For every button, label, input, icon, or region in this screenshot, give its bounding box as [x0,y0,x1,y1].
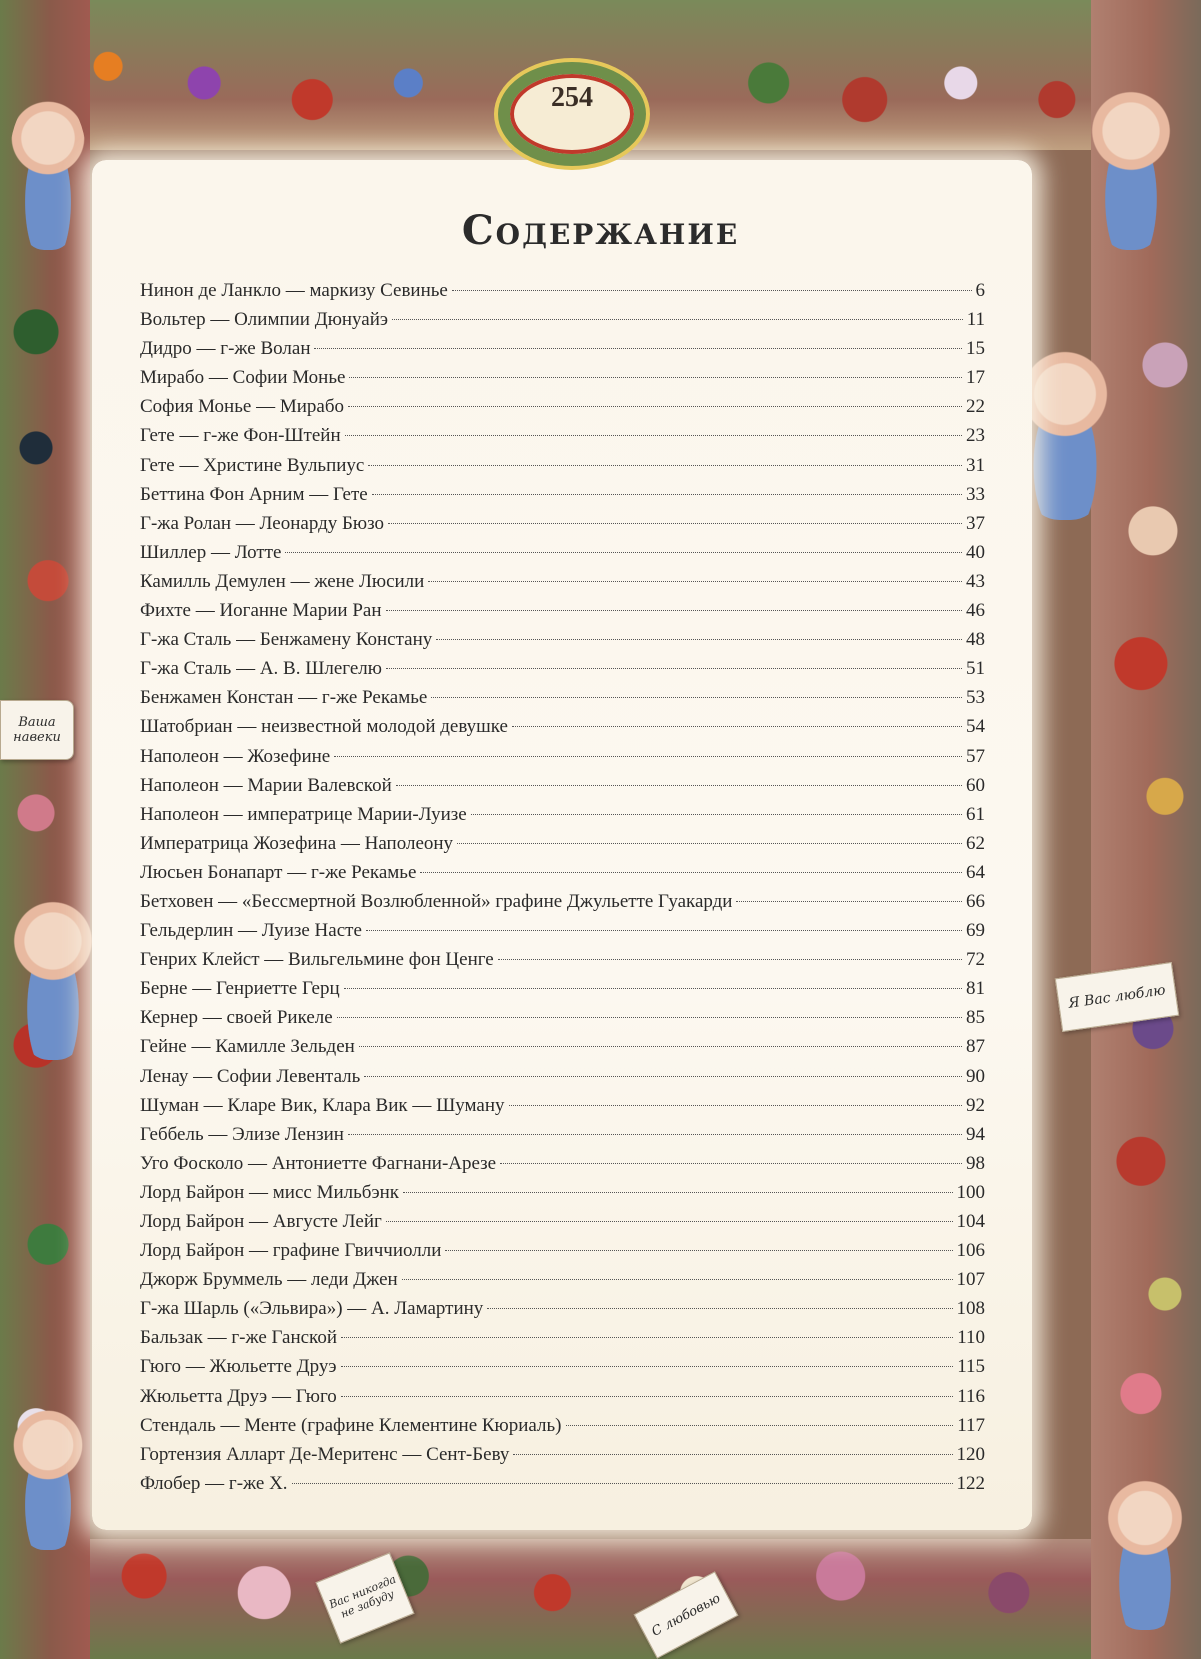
toc-dot-leader [396,785,962,786]
cherub-bottom-left [8,1400,88,1550]
toc-entry [140,480,985,509]
toc-entry [140,1207,985,1236]
toc-dot-leader [392,319,963,320]
page-number: 254 [551,82,593,113]
toc-entry-title: Вольтер — Олимпии Дюнуайэ [140,309,389,331]
toc-entry [140,1265,985,1294]
toc-entry [140,305,985,334]
toc-entry-page: 31 [966,454,985,476]
toc-entry-page: 106 [956,1240,985,1262]
toc-entry [140,945,985,974]
toc-dot-leader [386,668,962,669]
toc-dot-leader [359,1046,962,1047]
toc-dot-leader [314,348,962,349]
toc-entry-page: 64 [966,861,985,883]
toc-dot-leader [487,1308,952,1309]
toc-entry-title: Гельдерлин — Луизе Насте [140,920,362,942]
toc-dot-leader [403,1192,953,1193]
toc-entry-page: 23 [966,425,985,447]
toc-entry [140,596,985,625]
toc-entry-page: 15 [966,338,985,360]
toc-dot-leader [344,988,962,989]
toc-dot-leader [334,756,962,757]
toc-entry-page: 51 [966,658,985,680]
toc-dot-leader [292,1483,953,1484]
decoration-tag-bottom-b: С любовью [634,1571,739,1658]
toc-entry [140,509,985,538]
cherub-bottom-right [1100,1470,1190,1630]
toc-dot-leader [285,552,962,553]
toc-entry-title: Лорд Байрон — Августе Лейг [140,1211,382,1232]
toc-entry-title: Лорд Байрон — графине Гвиччиолли [140,1240,442,1262]
toc-entry [140,974,985,1003]
toc-dot-leader [386,610,963,611]
toc-entry-page: 115 [957,1356,985,1378]
toc-entry [140,683,985,712]
decoration-tag-bottom-a: Вас никогда не забуду [316,1552,415,1643]
toc-entry-title: Флобер — г-же Х. [140,1472,288,1494]
toc-entry-page: 116 [957,1385,985,1407]
toc-dot-leader [436,639,962,640]
toc-entry-page: 11 [966,309,985,331]
toc-entry-page: 43 [966,570,985,592]
toc-entry [140,858,985,887]
toc-entry [140,887,985,916]
toc-dot-leader [341,1366,954,1367]
decoration-tag-right: Я Вас люблю [1055,962,1179,1032]
toc-entry-page: 72 [966,949,985,971]
decoration-tag-left: Ваша навеки [0,700,74,760]
toc-entry-title: Г-жа Ролан — Леонарду Бюзо [140,512,385,534]
toc-dot-leader [513,1454,952,1455]
toc-entry [140,916,985,945]
toc-dot-leader [566,1425,954,1426]
toc-entry [140,625,985,654]
toc-entry-page: 33 [966,483,985,505]
toc-entry-title: Гете — Христине Вульпиус [140,454,365,476]
toc-entry-title: Г-жа Сталь — А. В. Шлегелю [140,658,382,680]
toc-entry-title: Ленау — Софии Левенталь [140,1065,361,1087]
toc-entry-title: Люсьен Бонапарт — г-же Рекамье [140,861,417,883]
toc-entry-page: 110 [957,1327,985,1349]
toc-entry [140,1091,985,1120]
toc-entry-page: 98 [966,1152,985,1174]
toc-entry-page: 40 [966,541,985,563]
toc-entry-title: Джорж Бруммель — леди Джен [140,1269,398,1291]
toc-entry-title: Г-жа Шарль («Эльвира») — А. Ламартину [140,1298,484,1320]
toc-entry-page: 57 [966,745,985,767]
toc-dot-leader [509,1105,962,1106]
page-number-wreath [498,62,646,166]
toc-title: Содержание [461,207,740,254]
cherub-mid-left [8,890,98,1060]
toc-entry-page: 108 [956,1298,985,1320]
toc-entry-title: Шуман — Кларе Вик, Клара Вик — Шуману [140,1094,505,1116]
toc-entry [140,1469,985,1498]
toc-entry [140,1062,985,1091]
toc-entry-title: Бенжамен Констан — г-же Рекамье [140,687,428,709]
toc-entry-page: 104 [956,1211,985,1232]
toc-entry [140,712,985,741]
toc-entry-title: Наполеон — Жозефине [140,745,331,767]
toc-dot-leader [349,377,962,378]
toc-dot-leader [457,843,962,844]
toc-entry-page: 117 [957,1414,985,1436]
toc-entry-page: 53 [966,687,985,709]
toc-entry-title: Беттина Фон Арним — Гете [140,483,368,505]
toc-entry [140,1120,985,1149]
toc-entry-page: 6 [975,280,985,301]
toc-entry-page: 61 [966,803,985,825]
toc-entry [140,1178,985,1207]
toc-entry-page: 66 [966,890,985,912]
toc-entry-page: 46 [966,600,985,622]
toc-entry-title: Дидро — г-же Волан [140,338,311,360]
toc-entry-title: Геббель — Элизе Лензин [140,1123,344,1145]
toc-entry-title: Гортензия Алларт Де-Меритенс — Сент-Беву [140,1443,510,1465]
toc-entry [140,1294,985,1323]
toc-entry [140,334,985,363]
toc-entry-title: Гете — г-же Фон-Штейн [140,425,341,447]
toc-dot-leader [368,465,962,466]
toc-entry-page: 107 [956,1269,985,1291]
toc-entry [140,1003,985,1032]
toc-entry-page: 81 [966,978,985,1000]
toc-entry [140,771,985,800]
toc-entry-page: 90 [966,1065,985,1087]
toc-entry-title: Бальзак — г-же Ганской [140,1327,337,1349]
toc-entry [140,742,985,771]
toc-entry-title: Наполеон — Марии Валевской [140,774,392,796]
toc-entry-title: Мирабо — Софии Монье [140,367,346,389]
toc-entry-page: 122 [956,1472,985,1494]
toc-dot-leader [445,1250,952,1251]
toc-entry [140,1352,985,1381]
toc-entry-page: 120 [956,1443,985,1465]
toc-entry-title: София Монье — Мирабо [140,396,344,418]
toc-dot-leader [420,872,962,873]
toc-entry-title: Уго Фосколо — Антониетте Фагнани-Арезе [140,1152,497,1174]
toc-entry-page: 85 [966,1007,985,1029]
toc-entry [140,538,985,567]
toc-entry-title: Шиллер — Лотте [140,541,282,563]
toc-entry [140,1032,985,1061]
toc-entry-title: Лорд Байрон — мисс Мильбэнк [140,1181,399,1203]
toc-entry-page: 94 [966,1123,985,1145]
toc-entry-title: Фихте — Иоганне Марии Ран [140,600,382,622]
toc-entry-title: Шатобриан — неизвестной молодой девушке [140,716,508,738]
toc-dot-leader [452,290,972,291]
toc-entry-title: Бетховен — «Бессмертной Возлюбленной» графине Джульетте Гуакарди [140,890,733,912]
toc-entry-title: Кернер — своей Рикеле [140,1007,333,1029]
toc-entry-title: Жюльетта Друэ — Гюго [140,1385,337,1407]
toc-entry-page: 37 [966,512,985,534]
toc-entry [140,276,985,305]
toc-dot-leader [337,1017,962,1018]
toc-dot-leader [736,901,962,902]
toc-entry [140,1411,985,1440]
toc-entry-page: 69 [966,920,985,942]
toc-dot-leader [348,406,962,407]
toc-entry-page: 48 [966,629,985,651]
toc-entry-page: 87 [966,1036,985,1058]
toc-entry [140,392,985,421]
toc-entry [140,1236,985,1265]
toc-dot-leader [348,1134,962,1135]
toc-dot-leader [345,435,962,436]
toc-dot-leader [341,1396,953,1397]
toc-entry [140,421,985,450]
toc-entry-page: 54 [966,716,985,738]
toc-dot-leader [500,1163,962,1164]
toc-entry [140,1323,985,1352]
toc-entry-title: Г-жа Сталь — Бенжамену Констану [140,629,433,651]
toc-entry [140,800,985,829]
toc-entry-title: Гейне — Камилле Зельден [140,1036,355,1058]
toc-entry-title: Гюго — Жюльетте Друэ [140,1356,337,1378]
toc-entry-title: Наполеон — императрице Марии-Луизе [140,803,467,825]
toc-dot-leader [372,494,962,495]
toc-dot-leader [498,959,962,960]
toc-entry-title: Императрица Жозефина — Наполеону [140,832,454,854]
toc-entry [140,1382,985,1411]
toc-entry-title: Нинон де Ланкло — маркизу Севинье [140,280,448,301]
toc-entry [140,1149,985,1178]
toc-entry-title: Стендаль — Менте (графине Клементине Кюриаль) [140,1414,562,1436]
toc-entry [140,567,985,596]
toc-dot-leader [386,1221,953,1222]
toc-entry [140,363,985,392]
toc-dot-leader [512,726,962,727]
toc-entry-page: 62 [966,832,985,854]
toc-list [140,276,985,1498]
toc-entry-page: 22 [966,396,985,418]
toc-dot-leader [428,581,962,582]
toc-entry-page: 17 [966,367,985,389]
toc-dot-leader [341,1337,953,1338]
toc-dot-leader [402,1279,953,1280]
toc-entry-page: 100 [956,1181,985,1203]
toc-dot-leader [471,814,962,815]
toc-entry [140,654,985,683]
toc-entry-title: Берне — Генриетте Герц [140,978,340,1000]
toc-entry [140,451,985,480]
toc-entry-page: 60 [966,774,985,796]
toc-entry-title: Камилль Демулен — жене Люсили [140,570,425,592]
toc-entry-title: Генрих Клейст — Вильгельмине фон Ценге [140,949,494,971]
toc-entry-page: 92 [966,1094,985,1116]
toc-dot-leader [364,1076,962,1077]
toc-dot-leader [431,697,962,698]
toc-entry [140,829,985,858]
toc-dot-leader [388,523,962,524]
toc-dot-leader [366,930,962,931]
toc-entry [140,1440,985,1469]
